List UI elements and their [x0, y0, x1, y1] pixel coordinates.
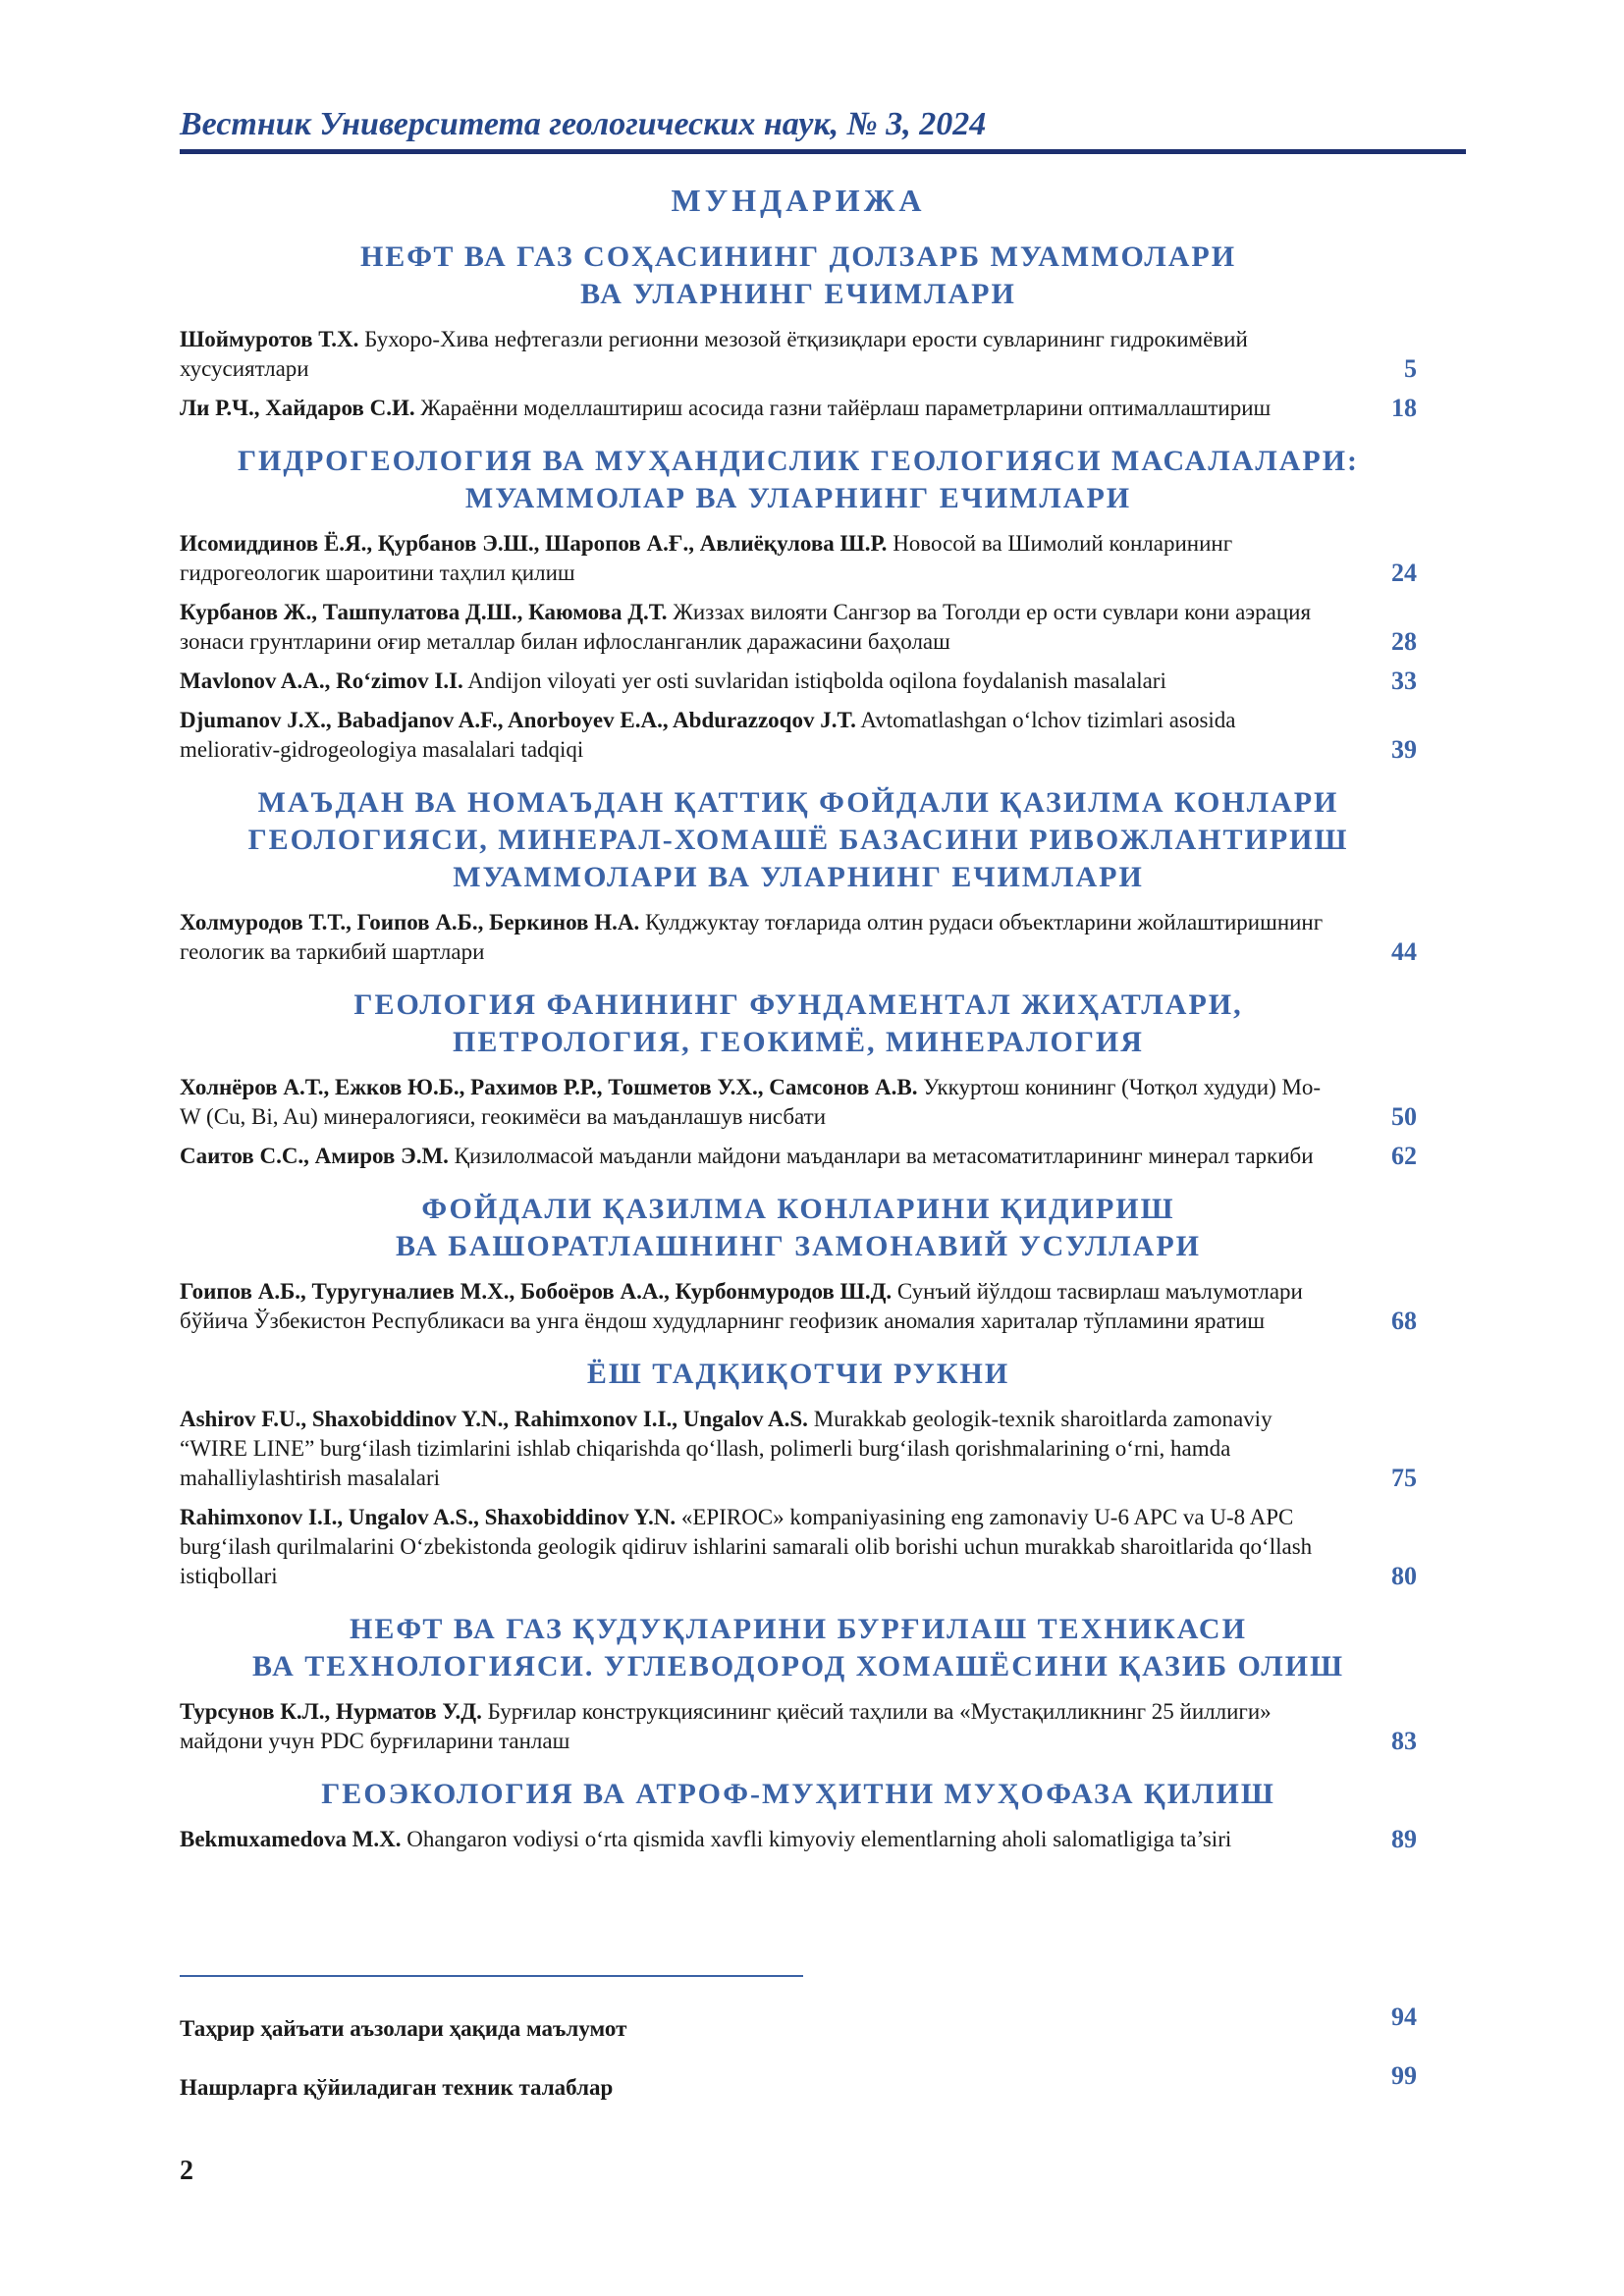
toc-entry-title: Andijon viloyati yer osti suvlaridan istiqbolda oqilona foydalanish masalalari [467, 668, 1166, 693]
section-title [180, 987, 1417, 1061]
extra-entry-page: 99 [1391, 2061, 1417, 2090]
toc-entry-title: «EPIROC» kompaniyasining eng zamonaviy U-6 APC va U-8 APC burg‘ilash qurilmalarini O‘zbekistonda geologik qidiruv ishlarini samarali olib borishi uchun murakkab sharoitlarida qo‘llash istiqbollari [180, 1505, 1313, 1588]
toc-entry-page: 50 [1391, 1102, 1417, 1131]
toc-entry-text [180, 667, 1328, 696]
journal-title: Вестник Университета геологических наук, № 3, 2024 [180, 106, 987, 142]
extra-entry-requirements[interactable] [180, 2061, 1417, 2101]
toc-entry-page: 18 [1391, 394, 1417, 422]
toc-entry-page: 44 [1391, 937, 1417, 966]
toc-entry[interactable] [180, 1277, 1417, 1336]
toc-entry-title: Жиззах вилояти Сангзор ва Тоголди ер ости сувлари кони аэрация зонаси грунтларини оғир металлар билан ифлосланганлик даражасини баҳолаш [180, 600, 1312, 654]
toc-entry-text [180, 325, 1328, 384]
toc-entry[interactable] [180, 325, 1417, 384]
toc-entry-page: 80 [1391, 1562, 1417, 1590]
toc-entry-page: 68 [1391, 1307, 1417, 1335]
toc-entry-authors: Шоймуротов Т.Х. [180, 327, 359, 351]
toc-entry-text [180, 529, 1328, 588]
toc-entry-authors: Холнёров А.Т., Ежков Ю.Б., Рахимов Р.Р., Тошметов У.Х., Самсонов А.В. [180, 1075, 918, 1099]
toc-entry[interactable] [180, 1405, 1417, 1493]
section-title-line: ВА УЛАРНИНГ ЕЧИМЛАРИ [580, 278, 1016, 310]
extra-entry-page: 94 [1391, 2002, 1417, 2031]
toc-entry-title: Кулджуктау тоғларида олтин рудаси объектларини жойлаштиришнинг геологик ва таркибий шартлари [180, 910, 1324, 964]
extra-entry-label: Таҳрир ҳайъати аъзолари ҳақида маълумот [180, 2016, 627, 2041]
toc-entry[interactable] [180, 1503, 1417, 1591]
section-title-line: МУАММОЛАРИ ВА УЛАРНИНГ ЕЧИМЛАРИ [453, 861, 1144, 893]
toc-entry-text [180, 1697, 1328, 1756]
section-title-line: НЕФТ ВА ГАЗ ҚУДУҚЛАРИНИ БУРҒИЛАШ ТЕХНИКАСИ [350, 1613, 1247, 1645]
toc-entry-authors: Исомиддинов Ё.Я., Қурбанов Э.Ш., Шаропов А.Ғ., Авлиёқулова Ш.Р. [180, 531, 888, 556]
toc-entry-text [180, 394, 1328, 423]
toc-entry-text [180, 598, 1328, 657]
toc-entry-authors: Bekmuxamedova M.X. [180, 1827, 402, 1851]
toc-entry-authors: Гоипов А.Б., Туругуналиев М.Х., Бобоёров А.А., Курбонмуродов Ш.Д. [180, 1279, 893, 1304]
toc-entry-authors: Ashirov F.U., Shaxobiddinov Y.N., Rahimxonov I.I., Ungalov A.S. [180, 1407, 808, 1431]
section-title [180, 1776, 1417, 1813]
toc-entry-page: 75 [1391, 1464, 1417, 1492]
toc-entry[interactable] [180, 1073, 1417, 1132]
toc-entry-text [180, 1142, 1328, 1171]
toc-entry-authors: Турсунов К.Л., Нурматов У.Д. [180, 1699, 482, 1724]
toc-entry[interactable] [180, 706, 1417, 765]
section-title-line: ЁШ ТАДҚИҚОТЧИ РУКНИ [586, 1358, 1010, 1390]
section-title-line: ВА ТЕХНОЛОГИЯСИ. УГЛЕВОДОРОД ХОМАШЁСИНИ ҚАЗИБ ОЛИШ [251, 1650, 1345, 1682]
section-title [180, 784, 1417, 896]
toc-entry-text [180, 1277, 1328, 1336]
toc-entry-page: 28 [1391, 627, 1417, 656]
toc-entry-title: Бурғилар конструкциясининг қиёсий таҳлили ва «Мустақилликнинг 25 йиллиги» майдони учун PDC бурғиларини танлаш [180, 1699, 1272, 1753]
toc-entry[interactable] [180, 1825, 1417, 1854]
toc-entry-authors: Mavlonov A.A., Ro‘zimov I.I. [180, 668, 463, 693]
toc-entry-authors: Djumanov J.X., Babadjanov A.F., Anorboyev E.A., Abdurazzoqov J.T. [180, 708, 856, 732]
section-title [180, 443, 1417, 517]
header-rule [180, 149, 1466, 154]
toc-entry-authors: Саитов С.С., Амиров Э.М. [180, 1144, 449, 1168]
toc-entry-page: 62 [1391, 1142, 1417, 1170]
toc-entry-title: Avtomatlashgan o‘lchov tizimlari asosida meliorativ-gidrogeologiya masalalari tadqiqi [180, 708, 1236, 762]
section-title-line: НЕФТ ВА ГАЗ СОҲАСИНИНГ ДОЛЗАРБ МУАММОЛАРИ [359, 240, 1237, 273]
toc-entry-text [180, 1405, 1328, 1493]
section-title-line: ВА БАШОРАТЛАШНИНГ ЗАМОНАВИЙ УСУЛЛАРИ [396, 1230, 1201, 1262]
journal-header [180, 106, 1466, 143]
table-of-contents [180, 177, 1417, 1864]
section-title-line: ПЕТРОЛОГИЯ, ГЕОКИМЁ, МИНЕРАЛОГИЯ [453, 1026, 1144, 1058]
toc-entry-text [180, 1825, 1328, 1854]
toc-entry-authors: Rahimxonov I.I., Ungalov A.S., Shaxobiddinov Y.N. [180, 1505, 677, 1529]
toc-entry-title: Қизилолмасой маъданли майдони маъданлари ва метасоматитларининг минерал таркиби [454, 1144, 1314, 1168]
toc-entry[interactable] [180, 598, 1417, 657]
section-title [180, 1611, 1417, 1685]
toc-entry-title: Уккуртош конининг (Чотқол худуди) Mo-W (Cu, Bi, Au) минералогияси, геокимёси ва маъданлашув нисбати [180, 1075, 1322, 1129]
toc-entry-page: 89 [1391, 1825, 1417, 1853]
toc-title: МУНДАРИЖА [671, 183, 926, 218]
toc-entry[interactable] [180, 1142, 1417, 1171]
toc-entry-text [180, 706, 1328, 765]
toc-entry-authors: Холмуродов Т.Т., Гоипов А.Б., Беркинов Н.А. [180, 910, 640, 934]
section-title-line: ГЕОЛОГИЯ ФАНИНИНГ ФУНДАМЕНТАЛ ЖИҲАТЛАРИ, [353, 988, 1243, 1021]
toc-entry[interactable] [180, 1697, 1417, 1756]
extra-entry-editorial[interactable] [180, 2002, 1417, 2042]
toc-sections [180, 239, 1417, 1854]
section-title-line: ФОЙДАЛИ ҚАЗИЛМА КОНЛАРИНИ ҚИДИРИШ [421, 1193, 1175, 1225]
toc-entry-page: 39 [1391, 735, 1417, 764]
section-title-line: МУАММОЛАР ВА УЛАРНИНГ ЕЧИМЛАРИ [464, 482, 1132, 514]
section-title [180, 1191, 1417, 1265]
toc-entry[interactable] [180, 908, 1417, 967]
section-title-line: ГЕОЛОГИЯСИ, МИНЕРАЛ-ХОМАШЁ БАЗАСИНИ РИВОЖЛАНТИРИШ [247, 824, 1349, 856]
toc-entry-title: Сунъий йўлдош тасвирлаш маълумотлари бўйича Ўзбекистон Республикаси ва унга ёндош худудларнинг геофизик аномалия хариталар тўпламини яратиш [180, 1279, 1303, 1333]
toc-entry[interactable] [180, 529, 1417, 588]
toc-entry-authors: Курбанов Ж., Ташпулатова Д.Ш., Каюмова Д.Т. [180, 600, 668, 624]
toc-entry-page: 83 [1391, 1727, 1417, 1755]
section-title-line: ГИДРОГЕОЛОГИЯ ВА МУҲАНДИСЛИК ГЕОЛОГИЯСИ МАСАЛАЛАРИ: [237, 445, 1360, 477]
toc-entry-page: 5 [1404, 354, 1417, 383]
toc-entry-page: 24 [1391, 559, 1417, 587]
section-title-line: ГЕОЭКОЛОГИЯ ВА АТРОФ-МУҲИТНИ МУҲОФАЗА ҚИЛИШ [321, 1778, 1275, 1810]
toc-entry[interactable] [180, 667, 1417, 696]
section-title [180, 239, 1417, 313]
toc-entry[interactable] [180, 394, 1417, 423]
toc-entry-title: Бухоро-Хива нефтегазли регионни мезозой ётқизиқлари ерости сувларининг гидрокимёвий хусусиятлари [180, 327, 1248, 381]
toc-entry-title: Ohangaron vodiysi o‘rta qismida xavfli kimyoviy elementlarning aholi salomatligiga ta’siri [406, 1827, 1232, 1851]
toc-entry-text [180, 1503, 1328, 1591]
footer-rule [180, 1975, 803, 1977]
page-number: 2 [180, 2156, 193, 2186]
toc-entry-text [180, 908, 1328, 967]
toc-entry-text [180, 1073, 1328, 1132]
toc-entry-title: Murakkab geologik-texnik sharoitlarda zamonaviy “WIRE LINE” burg‘ilash tizimlarini ishlab chiqarishda qo‘llash, polimerli burg‘ilash qorishmalarining o‘rni, hamda mahalliylashtirish masalalari [180, 1407, 1272, 1490]
section-title [180, 1356, 1417, 1393]
toc-entry-title: Жараённи моделлаштириш асосида газни тайёрлаш параметрларини оптималлаштириш [420, 396, 1272, 420]
toc-entry-authors: Ли Р.Ч., Хайдаров С.И. [180, 396, 415, 420]
section-title-line: МАЪДАН ВА НОМАЪДАН ҚАТТИҚ ФОЙДАЛИ ҚАЗИЛМА КОНЛАРИ [257, 786, 1339, 819]
toc-entry-title: Новосой ва Шимолий конларининг гидрогеологик шароитини таҳлил қилиш [180, 531, 1233, 585]
extra-entry-label: Нашрларга қўйиладиган техник талаблар [180, 2075, 614, 2100]
toc-entry-page: 33 [1391, 667, 1417, 695]
